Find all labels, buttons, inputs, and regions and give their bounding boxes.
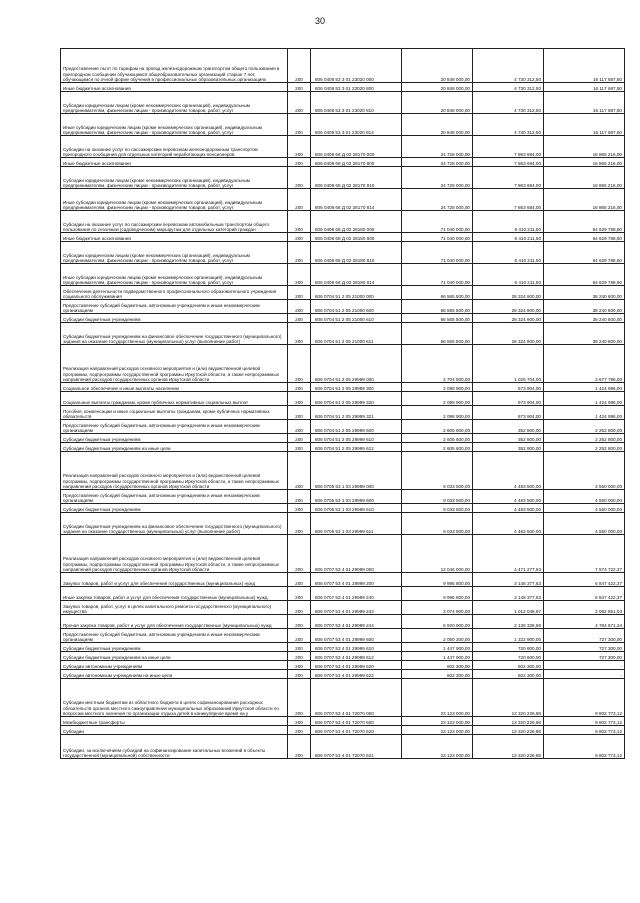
row-remaining: 6 847 422,37 [544,573,625,587]
row-executed: 1 012 048,97 [473,601,544,615]
table-row [61,420,625,434]
table-row [61,504,625,513]
row-approved: 23 123 000,00 [402,735,473,759]
row-classification: 806 0408 68 Д 02 28170 000 [311,136,402,158]
row-code: 200 [288,114,311,136]
row-executed: 7 863 684,00 [473,189,544,211]
row-code: 200 [288,49,311,83]
table-row [61,49,625,83]
row-executed: 4 483 500,00 [473,504,544,513]
row-approved: 24 728 000,00 [402,136,473,158]
table-row [61,167,625,189]
row-classification: 806 0707 53 4 01 29999 200 [311,573,402,587]
row-code: 200 [288,679,311,717]
row-executed: 352 800,00 [473,420,544,434]
row-description: Реализация направлений расходов основного мероприятия и (или) ведомственной целевой программы, подпрограммы государственной программы Иркутской области, а также непрограммных направлений расходов государственных органов Иркутской области [61,345,288,383]
table-row [61,735,625,759]
table-row [61,587,625,601]
row-code: 200 [288,735,311,759]
row-remaining: 1 424 996,00 [544,383,625,392]
row-classification: 806 0704 51 2 05 21000 611 [311,323,402,345]
row-classification: 806 0705 53 1 03 29999 610 [311,504,402,513]
row-approved: 9 033 500,00 [402,513,473,535]
row-remaining: 16 117 687,50 [544,49,625,83]
row-classification: 806 0408 68 Д 02 28180 000 [311,211,402,233]
row-executed: 28 324 900,00 [473,314,544,323]
table-row [61,300,625,314]
row-classification: 806 0408 68 Д 02 28180 800 [311,233,402,242]
row-approved: 602 300,00 [402,670,473,679]
table-row [61,158,625,167]
row-classification: 806 0408 53 3 01 23020 800 [311,83,402,92]
row-description: Субсидии бюджетным учреждениям [61,314,288,323]
row-approved: 4 704 500,00 [402,345,473,383]
row-approved: 71 040 000,00 [402,242,473,264]
table-row [61,629,625,643]
row-approved: 12 046 000,00 [402,535,473,573]
row-description: Иные закупки товаров, работ и услуг для обеспечения государственных (муниципальных) нужд [61,587,288,601]
row-executed: 13 320 226,88 [473,679,544,717]
row-approved: 23 123 000,00 [402,717,473,726]
row-classification: 806 0705 53 1 03 29999 000 [311,452,402,490]
row-code: 200 [288,535,311,573]
row-code: 200 [288,300,311,314]
row-executed: 13 320 226,88 [473,735,544,759]
row-executed: 4 483 500,00 [473,490,544,504]
row-code: 200 [288,136,311,158]
table-row [61,670,625,679]
row-classification: 806 0707 53 4 01 29999 243 [311,601,402,615]
row-description: Предоставление субсидий бюджетным, автономным учреждениям и иным некоммерческим организациям [61,490,288,504]
row-description: Субсидии на оказание услуг по пассажирским перевозкам автомобильным транспортом общего пользования по сезонным (садоводческим) маршрутам для отдельных категорий граждан [61,211,288,233]
row-remaining: 727 300,00 [544,652,625,661]
row-description: Субсидии бюджетным учреждениям на финансовое обеспечение государственного (муниципального) задания на оказание государственных (муниципальных) услуг (выполнение работ) [61,513,288,535]
row-classification: 806 0707 53 4 01 29999 610 [311,643,402,652]
row-classification: 806 0705 53 1 03 29999 600 [311,490,402,504]
row-classification: 806 0707 53 4 01 72070 520 [311,726,402,735]
table-row [61,661,625,670]
row-description: Субсидии бюджетным учреждениям на иные цели [61,652,288,661]
table-row [61,406,625,420]
row-description: Закупка товаров, работ, услуг в целях капитального ремонта государственного (муниципального) имущества [61,601,288,615]
table-row [61,443,625,452]
budget-table-body [61,49,625,759]
row-code: 200 [288,717,311,726]
row-code: 200 [288,158,311,167]
row-classification: 806 0707 53 4 01 29999 000 [311,535,402,573]
row-executed: 7 863 684,00 [473,167,544,189]
row-code: 200 [288,264,311,286]
row-executed: 4 730 312,50 [473,114,544,136]
row-executed: 6 410 211,50 [473,264,544,286]
table-row [61,652,625,661]
row-remaining: 4 550 000,00 [544,504,625,513]
row-executed: 602 300,00 [473,670,544,679]
row-approved: 3 074 900,00 [402,601,473,615]
table-row [61,242,625,264]
row-executed: 4 730 312,50 [473,92,544,114]
row-description: Иные субсидии юридическим лицам (кроме некоммерческих организаций), индивидуальным предпринимателям, физическим лицам - производителям товаров, работ, услуг [61,189,288,211]
row-executed: 673 904,00 [473,392,544,406]
row-approved: 1 447 900,00 [402,643,473,652]
row-classification: 806 0408 68 Д 02 28170 800 [311,158,402,167]
row-classification: 806 0704 51 2 05 29999 600 [311,420,402,434]
row-description: Иные бюджетные ассигнования [61,158,288,167]
row-description: Иные субсидии юридическим лицам (кроме некоммерческих организаций), индивидуальным предпринимателям, физическим лицам - производителям товаров, работ, услуг [61,114,288,136]
row-description: Реализация направлений расходов основного мероприятия и (или) ведомственной целевой программы, подпрограммы государственной программы Иркутской области, а также непрограммных направлений расходов государственных органов Иркутской области [61,535,288,573]
row-remaining: 727 300,00 [544,629,625,643]
row-executed: 13 320 226,88 [473,717,544,726]
row-remaining: 3 677 796,00 [544,345,625,383]
table-row [61,679,625,717]
table-row [61,314,625,323]
row-approved: 20 848 000,00 [402,92,473,114]
row-description: Субсидии юридическим лицам (кроме некоммерческих организаций), индивидуальным предпринимателям, физическим лицам - производителям товаров, работ, услуг [61,92,288,114]
row-approved: 9 033 500,00 [402,452,473,490]
row-description: Субсидии местным бюджетам из областного бюджета в целях софинансирования расходных обязательств органов местного самоуправления муниципальных образований Иркутской области по вопросам местного значения по организации отдыха детей в каникулярное время на у [61,679,288,717]
table-row [61,323,625,345]
row-description: Субсидии юридическим лицам (кроме некоммерческих организаций), индивидуальным предпринимателям, физическим лицам - производителям товаров, работ, услуг [61,242,288,264]
row-executed: 6 410 211,50 [473,233,544,242]
row-approved: 2 605 600,00 [402,420,473,434]
row-remaining: 1 424 996,00 [544,392,625,406]
row-approved: 602 300,00 [402,661,473,670]
row-remaining: 9 802 773,12 [544,726,625,735]
row-description: Предоставление льгот по тарифам на проезд железнодорожным транспортом общего пользования в пригородном сообщении обучающимся общеобразовательных организаций старше 7 лет, обучающимся по очной форме обучения в профессиональных образовательных организациях [61,49,288,83]
row-approved: 2 098 900,00 [402,406,473,420]
budget-table [60,48,625,759]
row-approved: 9 033 500,00 [402,504,473,513]
row-remaining: 64 629 788,50 [544,233,625,242]
row-classification: 806 0707 53 4 01 29999 600 [311,629,402,643]
table-row [61,490,625,504]
row-remaining: 727 300,00 [544,643,625,652]
row-approved: 24 728 000,00 [402,189,473,211]
row-remaining: - [544,661,625,670]
row-code: 200 [288,601,311,615]
row-classification: 806 0408 68 Д 02 28170 814 [311,189,402,211]
row-remaining: 16 117 687,50 [544,114,625,136]
row-remaining: 64 629 788,50 [544,264,625,286]
row-code: 200 [288,83,311,92]
row-classification: 806 0704 51 2 05 29999 612 [311,443,402,452]
row-code: 200 [288,345,311,383]
table-row [61,643,625,652]
row-remaining: 9 802 773,12 [544,679,625,717]
row-executed: 13 320 226,88 [473,726,544,735]
row-code: 200 [288,434,311,443]
row-approved: 2 098 900,00 [402,392,473,406]
row-approved: 71 040 000,00 [402,233,473,242]
row-approved: 2 605 600,00 [402,434,473,443]
row-approved: 9 995 800,00 [402,587,473,601]
row-code: 200 [288,504,311,513]
row-code: 200 [288,452,311,490]
row-code: 200 [288,233,311,242]
row-approved: 66 565 500,00 [402,314,473,323]
row-remaining: 2 062 851,03 [544,601,625,615]
table-row [61,513,625,535]
row-approved: 20 848 000,00 [402,49,473,83]
row-description: Иные бюджетные ассигнования [61,83,288,92]
row-approved: 2 098 900,00 [402,383,473,392]
row-description: Предоставление субсидий бюджетным, автономным учреждениям и иным некоммерческим организациям [61,420,288,434]
row-description: Обеспечение деятельности подведомственного профессионального образовательного учреждения социального обслуживания [61,286,288,300]
row-approved: 24 728 000,00 [402,158,473,167]
row-description: Субсидии на оказание услуг по пассажирским перевозкам железнодорожным транспортом пригородного сообщения для отдельных категорий неработающих пенсионеров [61,136,288,158]
row-remaining: 2 252 800,00 [544,420,625,434]
row-remaining: 2 252 800,00 [544,443,625,452]
row-description: Субсидии бюджетным учреждениям [61,504,288,513]
row-approved: 1 447 900,00 [402,652,473,661]
row-classification: 806 0704 51 2 05 29999 610 [311,434,402,443]
row-classification: 806 0408 68 Д 02 28180 814 [311,264,402,286]
row-remaining: 6 847 422,37 [544,587,625,601]
table-row [61,345,625,383]
row-executed: 673 904,00 [473,406,544,420]
row-description: Межбюджетные трансферты [61,717,288,726]
row-code: 200 [288,670,311,679]
row-approved: 9 995 800,00 [402,573,473,587]
row-classification: 806 0704 51 2 05 21000 610 [311,314,402,323]
row-classification: 806 0408 53 3 01 23020 810 [311,92,402,114]
row-classification: 806 0408 68 Д 02 28180 810 [311,242,402,264]
row-executed: 1 322 900,00 [473,629,544,643]
table-row [61,92,625,114]
row-code: 200 [288,392,311,406]
table-row [61,114,625,136]
table-row [61,286,625,300]
row-approved: 66 565 500,00 [402,300,473,314]
row-remaining: 38 240 600,00 [544,286,625,300]
row-classification: 806 0707 53 4 01 72070 521 [311,735,402,759]
row-approved: 2 050 200,00 [402,629,473,643]
row-classification: 806 0704 51 2 05 21000 600 [311,300,402,314]
row-remaining: - [544,670,625,679]
row-code: 200 [288,420,311,434]
row-remaining: 16 865 216,00 [544,167,625,189]
row-executed: 28 324 900,00 [473,286,544,300]
page-number: 30 [314,16,325,26]
row-code: 200 [288,573,311,587]
row-code: 200 [288,587,311,601]
row-remaining: 16 865 216,00 [544,158,625,167]
row-remaining: 4 784 571,34 [544,615,625,629]
row-description: Иные субсидии юридическим лицам (кроме некоммерческих организаций), индивидуальным предпринимателям, физическим лицам - производителям товаров, работ, услуг [61,264,288,286]
row-executed: 6 410 211,50 [473,211,544,233]
row-approved: 71 040 000,00 [402,264,473,286]
table-row [61,383,625,392]
row-remaining: 4 550 000,00 [544,452,625,490]
table-row [61,83,625,92]
row-approved: 66 565 500,00 [402,323,473,345]
row-description: Предоставление субсидий бюджетным, автономным учреждениям и иным некоммерческим организациям [61,300,288,314]
row-executed: 4 471 277,63 [473,535,544,573]
row-approved: 20 848 000,00 [402,83,473,92]
table-row [61,392,625,406]
row-executed: 4 730 312,50 [473,83,544,92]
row-classification: 806 0408 53 3 01 23020 000 [311,49,402,83]
row-description: Субсидии [61,726,288,735]
row-classification: 806 0408 53 3 01 23020 814 [311,114,402,136]
row-remaining: 7 574 722,37 [544,535,625,573]
row-executed: 2 136 328,66 [473,615,544,629]
row-executed: 602 300,00 [473,661,544,670]
row-executed: 3 148 377,63 [473,587,544,601]
row-approved: 66 565 500,00 [402,286,473,300]
row-description: Предоставление субсидий бюджетным, автономным учреждениям и иным некоммерческим организациям [61,629,288,643]
row-classification: 806 0707 53 4 01 29999 244 [311,615,402,629]
row-executed: 7 863 684,00 [473,136,544,158]
row-code: 200 [288,629,311,643]
row-remaining: 16 117 687,50 [544,92,625,114]
row-classification: 806 0408 68 Д 02 28170 810 [311,167,402,189]
row-code: 200 [288,314,311,323]
row-remaining: 16 865 216,00 [544,136,625,158]
table-row [61,136,625,158]
table-row [61,452,625,490]
table-row [61,573,625,587]
row-code: 200 [288,211,311,233]
row-executed: 4 483 500,00 [473,513,544,535]
row-executed: 352 800,00 [473,443,544,452]
row-description: Реализация направлений расходов основного мероприятия и (или) ведомственной целевой программы, подпрограммы государственной программы Иркутской области, а также непрограммных направлений расходов государственных органов Иркутской области [61,452,288,490]
row-remaining: 1 424 996,00 [544,406,625,420]
row-classification: 806 0707 53 4 01 29999 612 [311,652,402,661]
row-remaining: 9 802 773,12 [544,717,625,726]
table-row [61,434,625,443]
row-classification: 806 0707 53 4 01 72070 000 [311,679,402,717]
row-approved: 6 920 900,00 [402,615,473,629]
row-remaining: 9 802 773,12 [544,735,625,759]
row-executed: 673 904,00 [473,383,544,392]
row-description: Субсидии, за исключением субсидий на софинансирование капитальных вложений в объекты государственной (муниципальной) собственности [61,735,288,759]
table-row [61,211,625,233]
row-executed: 352 800,00 [473,434,544,443]
row-executed: 4 483 500,00 [473,452,544,490]
table-row [61,726,625,735]
row-description: Пособия, компенсации и иные социальные выплаты гражданам, кроме публичных нормативных обязательств [61,406,288,420]
row-classification: 806 0704 51 2 05 29999 321 [311,406,402,420]
table-row [61,601,625,615]
row-executed: 28 324 900,00 [473,323,544,345]
row-executed: 3 148 377,63 [473,573,544,587]
table-row [61,189,625,211]
table-row [61,535,625,573]
table-row [61,615,625,629]
row-remaining: 38 240 600,00 [544,314,625,323]
table-row [61,717,625,726]
table-row [61,233,625,242]
row-approved: 23 123 000,00 [402,726,473,735]
row-classification: 806 0707 53 4 01 29999 240 [311,587,402,601]
row-classification: 806 0705 53 1 03 29999 611 [311,513,402,535]
row-description: Социальные выплаты гражданам, кроме публичных нормативных социальных выплат [61,392,288,406]
row-approved: 20 848 000,00 [402,114,473,136]
row-executed: 1 026 704,00 [473,345,544,383]
row-remaining: 38 240 600,00 [544,300,625,314]
row-description: Социальное обеспечение и иные выплаты населению [61,383,288,392]
row-description: Субсидии автономным учреждениям [61,661,288,670]
row-classification: 806 0707 53 4 01 72070 500 [311,717,402,726]
row-description: Субсидии бюджетным учреждениям на финансовое обеспечение государственного (муниципального) задания на оказание государственных (муниципальных) услуг (выполнение работ) [61,323,288,345]
row-classification: 806 0707 53 4 01 29999 622 [311,670,402,679]
row-remaining: 2 252 800,00 [544,434,625,443]
row-code: 200 [288,383,311,392]
row-approved: 71 040 000,00 [402,211,473,233]
row-classification: 806 0704 51 2 05 29999 320 [311,392,402,406]
row-remaining: 4 550 000,00 [544,513,625,535]
row-code: 200 [288,615,311,629]
row-description: Иные бюджетные ассигнования [61,233,288,242]
row-code: 200 [288,513,311,535]
row-remaining: 64 629 788,50 [544,242,625,264]
row-classification: 806 0704 51 2 05 21000 000 [311,286,402,300]
row-approved: 23 123 000,00 [402,679,473,717]
row-approved: 24 728 000,00 [402,167,473,189]
table-row [61,264,625,286]
row-code: 200 [288,726,311,735]
row-description: Прочая закупка товаров, работ и услуг для обеспечения государственных (муниципальных) нужд [61,615,288,629]
row-description: Закупка товаров, работ и услуг для обеспечения государственных (муниципальных) нужд [61,573,288,587]
row-code: 200 [288,490,311,504]
row-code: 200 [288,286,311,300]
row-code: 200 [288,661,311,670]
row-code: 200 [288,189,311,211]
row-executed: 720 600,00 [473,643,544,652]
row-description: Субсидии бюджетным учреждениям [61,434,288,443]
row-code: 200 [288,443,311,452]
row-code: 200 [288,643,311,652]
row-remaining: 16 117 687,50 [544,83,625,92]
row-remaining: 38 240 600,00 [544,323,625,345]
row-remaining: 16 865 216,00 [544,189,625,211]
row-description: Субсидии автономным учреждениям на иные цели [61,670,288,679]
row-classification: 806 0707 53 4 01 29999 620 [311,661,402,670]
row-remaining: 64 629 788,50 [544,211,625,233]
row-classification: 806 0704 51 2 05 29999 300 [311,383,402,392]
row-code: 200 [288,92,311,114]
row-executed: 720 600,00 [473,652,544,661]
row-description: Субсидии бюджетным учреждениям на иные цели [61,443,288,452]
row-remaining: 4 550 000,00 [544,490,625,504]
row-description: Субсидии бюджетным учреждениям [61,643,288,652]
row-code: 200 [288,242,311,264]
row-code: 200 [288,323,311,345]
row-description: Субсидии юридическим лицам (кроме некоммерческих организаций), индивидуальным предпринимателям, физическим лицам - производителям товаров, работ, услуг [61,167,288,189]
row-executed: 4 730 312,50 [473,49,544,83]
row-executed: 6 410 211,50 [473,242,544,264]
row-executed: 28 324 900,00 [473,300,544,314]
row-approved: 9 033 500,00 [402,490,473,504]
row-code: 200 [288,167,311,189]
row-code: 200 [288,406,311,420]
row-approved: 2 605 600,00 [402,443,473,452]
row-executed: 7 863 684,00 [473,158,544,167]
row-code: 200 [288,652,311,661]
row-classification: 806 0704 51 2 05 29999 000 [311,345,402,383]
